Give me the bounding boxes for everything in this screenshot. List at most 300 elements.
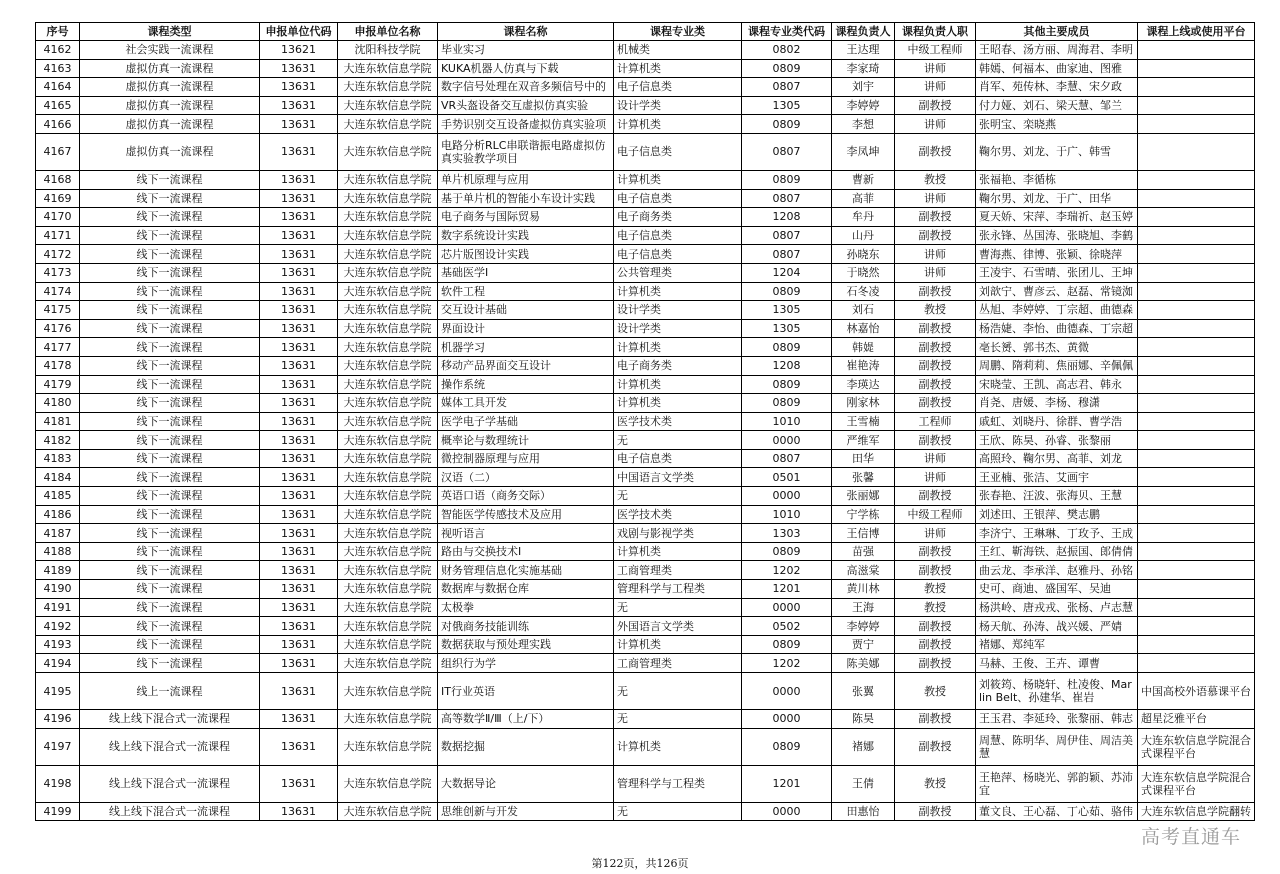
table-row xyxy=(36,356,1255,375)
cell-unit-name: 大连东软信息学院 xyxy=(338,133,438,170)
cell-members: 王红、靳海铁、赵振国、郎倩倩 xyxy=(976,542,1138,561)
cell-course-name: 数据获取与预处理实践 xyxy=(438,635,614,654)
table-row xyxy=(36,263,1255,282)
cell-course-name: 太极拳 xyxy=(438,598,614,617)
cell-leader-title: 副教授 xyxy=(895,394,976,413)
cell-leader-title: 讲师 xyxy=(895,115,976,134)
cell-unit-code: 13631 xyxy=(260,263,338,282)
cell-platform xyxy=(1138,59,1255,78)
header-leader-title: 课程负责人职 xyxy=(895,23,976,41)
cell-major-code: 0807 xyxy=(742,189,832,208)
table-row xyxy=(36,170,1255,189)
cell-course-name: 手势识别交互设备虚拟仿真实验项 xyxy=(438,115,614,134)
cell-leader-title: 副教授 xyxy=(895,617,976,636)
cell-leader-title: 副教授 xyxy=(895,208,976,227)
cell-major-code: 0809 xyxy=(742,635,832,654)
cell-course-type: 线下一流课程 xyxy=(80,226,260,245)
cell-major-code: 0809 xyxy=(742,170,832,189)
cell-leader-title: 副教授 xyxy=(895,282,976,301)
cell-course-name: KUKA机器人仿真与下载 xyxy=(438,59,614,78)
cell-unit-name: 大连东软信息学院 xyxy=(338,710,438,729)
cell-course-type: 虚拟仿真一流课程 xyxy=(80,133,260,170)
cell-unit-name: 大连东软信息学院 xyxy=(338,449,438,468)
cell-course-name: 对俄商务技能训练 xyxy=(438,617,614,636)
cell-course-name: 概率论与数理统计 xyxy=(438,431,614,450)
cell-leader: 贾宁 xyxy=(832,635,895,654)
cell-course-name: 医学电子学基础 xyxy=(438,412,614,431)
cell-index: 4169 xyxy=(36,189,80,208)
cell-platform xyxy=(1138,449,1255,468)
cell-leader: 张丽娜 xyxy=(832,487,895,506)
cell-platform xyxy=(1138,208,1255,227)
cell-members: 戚虹、刘晓丹、徐群、曹学浩 xyxy=(976,412,1138,431)
cell-leader: 高滋棠 xyxy=(832,561,895,580)
cell-index: 4190 xyxy=(36,580,80,599)
cell-index: 4182 xyxy=(36,431,80,450)
header-course-type: 课程类型 xyxy=(80,23,260,41)
cell-major-code: 1202 xyxy=(742,654,832,673)
cell-members: 杨洪岭、唐戎戎、张杨、卢志慧 xyxy=(976,598,1138,617)
cell-unit-name: 大连东软信息学院 xyxy=(338,673,438,710)
cell-leader: 李想 xyxy=(832,115,895,134)
table-row xyxy=(36,59,1255,78)
cell-index: 4167 xyxy=(36,133,80,170)
cell-course-name: 毕业实习 xyxy=(438,41,614,60)
cell-leader: 宁学栋 xyxy=(832,505,895,524)
table-row xyxy=(36,728,1255,765)
cell-members: 宋晓莹、王凯、高志君、韩永 xyxy=(976,375,1138,394)
cell-unit-code: 13631 xyxy=(260,319,338,338)
table-row xyxy=(36,542,1255,561)
cell-course-name: 交互设计基础 xyxy=(438,301,614,320)
cell-course-type: 线下一流课程 xyxy=(80,338,260,357)
cell-unit-name: 大连东软信息学院 xyxy=(338,226,438,245)
cell-major-category: 电子信息类 xyxy=(614,133,742,170)
cell-leader-title: 副教授 xyxy=(895,487,976,506)
cell-platform xyxy=(1138,412,1255,431)
cell-course-type: 虚拟仿真一流课程 xyxy=(80,96,260,115)
cell-major-code: 0809 xyxy=(742,115,832,134)
cell-leader-title: 教授 xyxy=(895,598,976,617)
cell-unit-name: 大连东软信息学院 xyxy=(338,561,438,580)
cell-major-category: 设计学类 xyxy=(614,319,742,338)
cell-unit-name: 大连东软信息学院 xyxy=(338,728,438,765)
header-row xyxy=(36,23,1255,41)
cell-leader-title: 讲师 xyxy=(895,263,976,282)
cell-index: 4175 xyxy=(36,301,80,320)
cell-platform: 大连东软信息学院混合式课程平台 xyxy=(1138,728,1255,765)
cell-members: 张福艳、李循栋 xyxy=(976,170,1138,189)
cell-leader: 李瑛达 xyxy=(832,375,895,394)
cell-index: 4191 xyxy=(36,598,80,617)
cell-unit-code: 13631 xyxy=(260,505,338,524)
cell-leader: 孙晓东 xyxy=(832,245,895,264)
page-footer: 第122页，共126页 xyxy=(591,857,689,870)
cell-leader-title: 副教授 xyxy=(895,356,976,375)
cell-members: 董文良、王心磊、丁心茹、骆伟 xyxy=(976,802,1138,821)
cell-major-category: 无 xyxy=(614,487,742,506)
cell-leader-title: 工程师 xyxy=(895,412,976,431)
cell-course-type: 线下一流课程 xyxy=(80,431,260,450)
cell-course-type: 线下一流课程 xyxy=(80,449,260,468)
cell-index: 4163 xyxy=(36,59,80,78)
cell-members: 肖尧、唐媛、李杨、穆潇 xyxy=(976,394,1138,413)
cell-leader-title: 讲师 xyxy=(895,189,976,208)
cell-leader: 黄川林 xyxy=(832,580,895,599)
cell-major-code: 0809 xyxy=(742,59,832,78)
cell-course-type: 线下一流课程 xyxy=(80,487,260,506)
cell-platform xyxy=(1138,542,1255,561)
cell-major-category: 无 xyxy=(614,710,742,729)
watermark: 高考直通车 xyxy=(1141,826,1242,848)
table-row xyxy=(36,505,1255,524)
cell-course-type: 虚拟仿真一流课程 xyxy=(80,78,260,97)
cell-course-type: 线下一流课程 xyxy=(80,617,260,636)
cell-leader: 王达理 xyxy=(832,41,895,60)
cell-major-category: 公共管理类 xyxy=(614,263,742,282)
cell-unit-code: 13621 xyxy=(260,41,338,60)
cell-index: 4183 xyxy=(36,449,80,468)
cell-members: 杨天航、孙涛、战兴媛、严婧 xyxy=(976,617,1138,636)
cell-course-name: 路由与交换技术I xyxy=(438,542,614,561)
cell-index: 4188 xyxy=(36,542,80,561)
cell-leader-title: 副教授 xyxy=(895,728,976,765)
cell-platform xyxy=(1138,189,1255,208)
table-row xyxy=(36,524,1255,543)
cell-leader-title: 副教授 xyxy=(895,226,976,245)
cell-course-name: 数字系统设计实践 xyxy=(438,226,614,245)
cell-index: 4199 xyxy=(36,802,80,821)
cell-major-code: 0809 xyxy=(742,728,832,765)
cell-course-type: 线上线下混合式一流课程 xyxy=(80,710,260,729)
cell-platform xyxy=(1138,356,1255,375)
cell-unit-name: 大连东软信息学院 xyxy=(338,542,438,561)
cell-members: 王昭春、汤方丽、周海君、李明 xyxy=(976,41,1138,60)
cell-major-category: 电子信息类 xyxy=(614,245,742,264)
table-row xyxy=(36,115,1255,134)
table-row xyxy=(36,96,1255,115)
cell-leader: 于晓然 xyxy=(832,263,895,282)
cell-course-name: 财务管理信息化实施基础 xyxy=(438,561,614,580)
cell-unit-name: 大连东软信息学院 xyxy=(338,468,438,487)
cell-members: 褚娜、郑纯军 xyxy=(976,635,1138,654)
cell-unit-name: 大连东软信息学院 xyxy=(338,394,438,413)
cell-members: 刘筱筠、杨晓轩、杜凌俊、Marlin Belt、孙建华、崔岩 xyxy=(976,673,1138,710)
cell-unit-code: 13631 xyxy=(260,282,338,301)
table-row xyxy=(36,189,1255,208)
cell-index: 4187 xyxy=(36,524,80,543)
cell-major-code: 0000 xyxy=(742,431,832,450)
cell-leader-title: 教授 xyxy=(895,765,976,802)
header-members: 其他主要成员 xyxy=(976,23,1138,41)
cell-unit-code: 13631 xyxy=(260,802,338,821)
cell-course-name: 智能医学传感技术及应用 xyxy=(438,505,614,524)
cell-index: 4198 xyxy=(36,765,80,802)
cell-major-category: 工商管理类 xyxy=(614,561,742,580)
cell-leader: 严维军 xyxy=(832,431,895,450)
cell-course-name: 大数据导论 xyxy=(438,765,614,802)
cell-course-type: 线下一流课程 xyxy=(80,282,260,301)
cell-unit-name: 大连东软信息学院 xyxy=(338,524,438,543)
table-row xyxy=(36,245,1255,264)
table-row xyxy=(36,412,1255,431)
cell-unit-name: 大连东软信息学院 xyxy=(338,356,438,375)
cell-members: 张春艳、汪波、张海贝、王慧 xyxy=(976,487,1138,506)
cell-course-name: 芯片版图设计实践 xyxy=(438,245,614,264)
cell-leader-title: 副教授 xyxy=(895,561,976,580)
cell-course-type: 线上线下混合式一流课程 xyxy=(80,728,260,765)
cell-index: 4184 xyxy=(36,468,80,487)
cell-platform: 大连东软信息学院翻转 xyxy=(1138,802,1255,821)
cell-major-code: 0809 xyxy=(742,338,832,357)
cell-unit-code: 13631 xyxy=(260,598,338,617)
table-row xyxy=(36,673,1255,710)
cell-platform: 超星泛雅平台 xyxy=(1138,710,1255,729)
table-row xyxy=(36,394,1255,413)
cell-leader: 崔艳涛 xyxy=(832,356,895,375)
cell-unit-code: 13631 xyxy=(260,338,338,357)
cell-leader-title: 副教授 xyxy=(895,133,976,170)
cell-course-name: 视听语言 xyxy=(438,524,614,543)
cell-index: 4168 xyxy=(36,170,80,189)
cell-platform xyxy=(1138,375,1255,394)
cell-platform: 中国高校外语慕课平台 xyxy=(1138,673,1255,710)
cell-major-category: 电子商务类 xyxy=(614,356,742,375)
cell-index: 4165 xyxy=(36,96,80,115)
cell-major-code: 1201 xyxy=(742,765,832,802)
header-unit-name: 申报单位名称 xyxy=(338,23,438,41)
cell-members: 夏天娇、宋萍、李瑞祈、赵玉婷 xyxy=(976,208,1138,227)
cell-unit-code: 13631 xyxy=(260,96,338,115)
cell-index: 4185 xyxy=(36,487,80,506)
cell-leader: 高菲 xyxy=(832,189,895,208)
cell-members: 史可、商迪、盛国军、吴迪 xyxy=(976,580,1138,599)
cell-leader-title: 讲师 xyxy=(895,245,976,264)
cell-course-type: 线下一流课程 xyxy=(80,542,260,561)
cell-major-category: 无 xyxy=(614,802,742,821)
cell-leader: 张馨 xyxy=(832,468,895,487)
table-row xyxy=(36,580,1255,599)
cell-major-category: 电子信息类 xyxy=(614,226,742,245)
cell-course-type: 虚拟仿真一流课程 xyxy=(80,115,260,134)
cell-major-code: 0809 xyxy=(742,394,832,413)
table-row xyxy=(36,802,1255,821)
cell-major-code: 0809 xyxy=(742,375,832,394)
cell-members: 付力娅、刘石、梁天慧、邹兰 xyxy=(976,96,1138,115)
cell-platform xyxy=(1138,524,1255,543)
header-major-category: 课程专业类 xyxy=(614,23,742,41)
table-row xyxy=(36,208,1255,227)
cell-members: 高照玲、鞠尔男、高菲、刘龙 xyxy=(976,449,1138,468)
cell-unit-code: 13631 xyxy=(260,468,338,487)
cell-course-name: 数据挖掘 xyxy=(438,728,614,765)
cell-unit-name: 大连东软信息学院 xyxy=(338,59,438,78)
cell-course-name: 移动产品界面交互设计 xyxy=(438,356,614,375)
cell-major-category: 电子信息类 xyxy=(614,78,742,97)
table-row xyxy=(36,449,1255,468)
cell-leader: 韩媞 xyxy=(832,338,895,357)
cell-unit-name: 大连东软信息学院 xyxy=(338,78,438,97)
cell-leader-title: 副教授 xyxy=(895,542,976,561)
cell-members: 王欣、陈昊、孙睿、张黎丽 xyxy=(976,431,1138,450)
cell-unit-name: 大连东软信息学院 xyxy=(338,263,438,282)
cell-unit-name: 大连东软信息学院 xyxy=(338,617,438,636)
cell-index: 4192 xyxy=(36,617,80,636)
cell-unit-code: 13631 xyxy=(260,245,338,264)
cell-unit-name: 大连东软信息学院 xyxy=(338,208,438,227)
cell-unit-code: 13631 xyxy=(260,524,338,543)
cell-course-type: 线下一流课程 xyxy=(80,189,260,208)
cell-major-code: 0501 xyxy=(742,468,832,487)
cell-unit-name: 大连东软信息学院 xyxy=(338,431,438,450)
cell-members: 鞠尔男、刘龙、于广、韩雪 xyxy=(976,133,1138,170)
cell-members: 刘述田、王银萍、樊志鹏 xyxy=(976,505,1138,524)
cell-major-code: 1204 xyxy=(742,263,832,282)
cell-major-category: 管理科学与工程类 xyxy=(614,580,742,599)
table-row xyxy=(36,635,1255,654)
cell-major-category: 计算机类 xyxy=(614,375,742,394)
cell-major-code: 0809 xyxy=(742,282,832,301)
cell-major-category: 设计学类 xyxy=(614,301,742,320)
cell-course-type: 线下一流课程 xyxy=(80,654,260,673)
cell-unit-name: 大连东软信息学院 xyxy=(338,802,438,821)
cell-unit-name: 大连东软信息学院 xyxy=(338,765,438,802)
cell-platform xyxy=(1138,263,1255,282)
cell-leader-title: 副教授 xyxy=(895,802,976,821)
cell-leader: 刚家林 xyxy=(832,394,895,413)
cell-unit-name: 大连东软信息学院 xyxy=(338,580,438,599)
cell-leader: 王雪楠 xyxy=(832,412,895,431)
cell-major-category: 外国语言文学类 xyxy=(614,617,742,636)
cell-unit-name: 沈阳科技学院 xyxy=(338,41,438,60)
cell-major-category: 管理科学与工程类 xyxy=(614,765,742,802)
table-row xyxy=(36,617,1255,636)
cell-members: 王凌宇、石雪晴、张团儿、王坤 xyxy=(976,263,1138,282)
cell-platform xyxy=(1138,319,1255,338)
cell-index: 4173 xyxy=(36,263,80,282)
cell-platform xyxy=(1138,394,1255,413)
cell-unit-name: 大连东软信息学院 xyxy=(338,505,438,524)
cell-unit-name: 大连东软信息学院 xyxy=(338,245,438,264)
cell-major-code: 0000 xyxy=(742,802,832,821)
cell-major-category: 计算机类 xyxy=(614,282,742,301)
cell-major-category: 机械类 xyxy=(614,41,742,60)
cell-unit-code: 13631 xyxy=(260,617,338,636)
table-row xyxy=(36,226,1255,245)
cell-platform: 大连东软信息学院混合式课程平台 xyxy=(1138,765,1255,802)
cell-members: 杨浩婕、李怡、曲德森、丁宗超 xyxy=(976,319,1138,338)
cell-platform xyxy=(1138,245,1255,264)
cell-unit-code: 13631 xyxy=(260,635,338,654)
cell-unit-code: 13631 xyxy=(260,356,338,375)
cell-unit-code: 13631 xyxy=(260,580,338,599)
cell-course-type: 线下一流课程 xyxy=(80,245,260,264)
cell-major-category: 电子信息类 xyxy=(614,189,742,208)
cell-major-category: 工商管理类 xyxy=(614,654,742,673)
cell-major-category: 电子信息类 xyxy=(614,449,742,468)
cell-major-code: 1305 xyxy=(742,96,832,115)
cell-platform xyxy=(1138,561,1255,580)
cell-major-category: 计算机类 xyxy=(614,728,742,765)
cell-platform xyxy=(1138,617,1255,636)
cell-leader-title: 教授 xyxy=(895,170,976,189)
cell-major-category: 无 xyxy=(614,431,742,450)
cell-major-category: 电子商务类 xyxy=(614,208,742,227)
cell-unit-name: 大连东软信息学院 xyxy=(338,301,438,320)
table-body xyxy=(36,41,1255,821)
cell-major-code: 1303 xyxy=(742,524,832,543)
cell-major-category: 医学技术类 xyxy=(614,505,742,524)
cell-major-category: 中国语言文学类 xyxy=(614,468,742,487)
cell-members: 张明宝、栾晓燕 xyxy=(976,115,1138,134)
cell-index: 4194 xyxy=(36,654,80,673)
cell-major-category: 计算机类 xyxy=(614,542,742,561)
cell-major-category: 无 xyxy=(614,598,742,617)
cell-course-name: 操作系统 xyxy=(438,375,614,394)
cell-unit-code: 13631 xyxy=(260,394,338,413)
cell-index: 4180 xyxy=(36,394,80,413)
table-row xyxy=(36,375,1255,394)
table-row xyxy=(36,765,1255,802)
cell-index: 4195 xyxy=(36,673,80,710)
cell-members: 丛旭、李婷婷、丁宗超、曲德森 xyxy=(976,301,1138,320)
cell-course-type: 线下一流课程 xyxy=(80,208,260,227)
cell-unit-code: 13631 xyxy=(260,728,338,765)
cell-members: 鞠尔男、刘龙、于广、田华 xyxy=(976,189,1138,208)
cell-index: 4196 xyxy=(36,710,80,729)
cell-members: 马赫、王俊、王卉、谭曹 xyxy=(976,654,1138,673)
cell-course-type: 线下一流课程 xyxy=(80,598,260,617)
cell-members: 张永锋、丛国涛、张晓旭、李鹤 xyxy=(976,226,1138,245)
cell-leader-title: 副教授 xyxy=(895,431,976,450)
cell-unit-code: 13631 xyxy=(260,301,338,320)
table-row xyxy=(36,654,1255,673)
cell-members: 周慧、陈明华、周伊佳、周洁美慧 xyxy=(976,728,1138,765)
cell-major-code: 0807 xyxy=(742,245,832,264)
cell-course-name: 基于单片机的智能小车设计实践 xyxy=(438,189,614,208)
cell-index: 4166 xyxy=(36,115,80,134)
cell-course-name: 组织行为学 xyxy=(438,654,614,673)
cell-course-name: 思维创新与开发 xyxy=(438,802,614,821)
cell-major-category: 计算机类 xyxy=(614,115,742,134)
cell-members: 曲云龙、李承洋、赵雅丹、孙铭 xyxy=(976,561,1138,580)
cell-course-name: 数字信号处理在双音多频信号中的 xyxy=(438,78,614,97)
cell-unit-code: 13631 xyxy=(260,561,338,580)
cell-index: 4179 xyxy=(36,375,80,394)
cell-leader: 张翼 xyxy=(832,673,895,710)
cell-course-type: 线下一流课程 xyxy=(80,412,260,431)
cell-course-name: VR头盔设备交互虚拟仿真实验 xyxy=(438,96,614,115)
cell-major-category: 戏剧与影视学类 xyxy=(614,524,742,543)
cell-leader-title: 副教授 xyxy=(895,338,976,357)
cell-unit-name: 大连东软信息学院 xyxy=(338,487,438,506)
cell-unit-name: 大连东软信息学院 xyxy=(338,654,438,673)
cell-leader-title: 讲师 xyxy=(895,468,976,487)
cell-index: 4162 xyxy=(36,41,80,60)
cell-major-category: 无 xyxy=(614,673,742,710)
cell-major-code: 1010 xyxy=(742,412,832,431)
cell-course-name: 英语口语（商务交际） xyxy=(438,487,614,506)
cell-unit-code: 13631 xyxy=(260,654,338,673)
cell-course-name: 界面设计 xyxy=(438,319,614,338)
cell-course-type: 线下一流课程 xyxy=(80,561,260,580)
cell-course-name: 媒体工具开发 xyxy=(438,394,614,413)
cell-leader: 刘宇 xyxy=(832,78,895,97)
header-unit-code: 申报单位代码 xyxy=(260,23,338,41)
cell-platform xyxy=(1138,505,1255,524)
cell-platform xyxy=(1138,170,1255,189)
cell-leader: 曹新 xyxy=(832,170,895,189)
